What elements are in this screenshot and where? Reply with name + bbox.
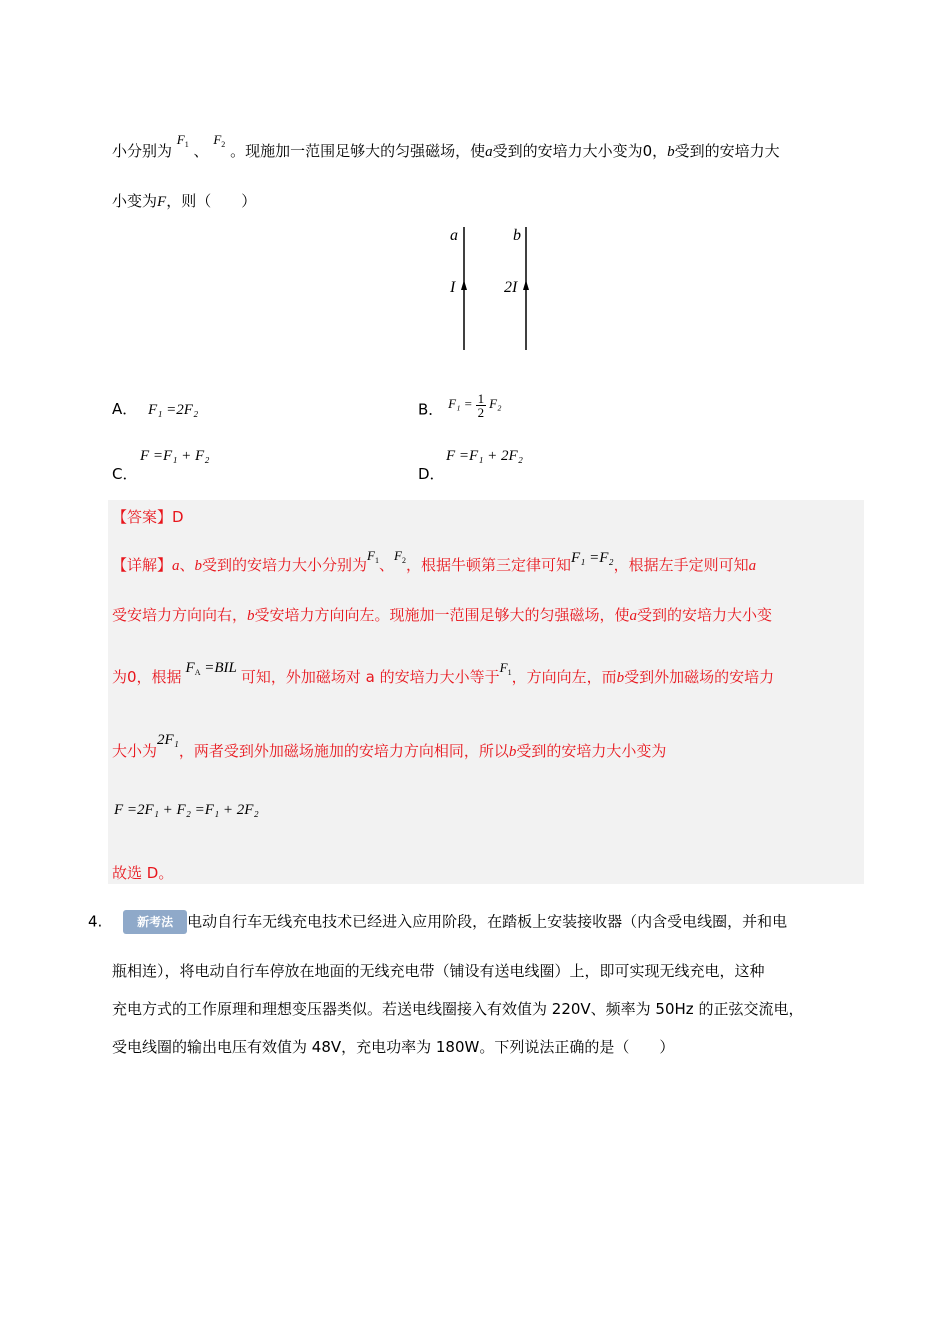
question3-line2 (112, 190, 256, 211)
question3-line1 (112, 132, 780, 161)
answer-value: D (172, 508, 184, 526)
f1-symbol: $F_1$ (176, 132, 189, 149)
detail-line2: 受安培力方向向右，b受安培力方向向左。现施加一范围足够大的匀强磁场，使a受到的安培力大小变 (112, 606, 773, 624)
current-b: 2I (504, 279, 518, 296)
var-F: F (157, 194, 167, 210)
arrow-b (523, 280, 529, 290)
label-a: a (450, 227, 458, 244)
option-b[interactable] (418, 391, 502, 425)
option-a-label: A． (112, 400, 138, 418)
option-d-expr: F =F₁ + 2F₂ (446, 448, 523, 464)
option-b-expr: F₁ = $\frac{1}{2}$ F₂ (448, 391, 502, 420)
arrow-a (461, 280, 467, 290)
detail-line5 (114, 800, 259, 819)
question4-line2: 瓶相连），将电动自行车停放在地面的无线充电带（铺设有送电线圈）上，即可实现无线充电，这种 (112, 962, 765, 980)
text: 。现施加一范围足够大的匀强磁场，使 (230, 142, 486, 160)
text: 小分别为 (112, 142, 173, 160)
question4-line3: 充电方式的工作原理和理想变压器类似。若送电线圈接入有效值为 220V、频率为 50Hz 的正弦交流电， (112, 1000, 804, 1018)
text: ，则（ ） (166, 192, 257, 210)
detail-eq-fa: $F_A =BIL$ (185, 660, 237, 677)
text: 电动自行车无线充电技术已经进入应用阶段，在踏板上安装接收器（内含受电线圈，并和电 (187, 912, 788, 931)
wire-diagram (440, 222, 550, 357)
text: 小变为 (112, 192, 158, 210)
text: 、 (193, 142, 209, 160)
option-c-expr: F =F₁ + F₂ (140, 448, 210, 464)
option-d-label: D． (418, 465, 445, 483)
var-b: b (667, 144, 675, 160)
option-a[interactable] (112, 398, 198, 419)
detail-eq-2f1: 2F₁ (157, 732, 179, 748)
option-b-label: B． (418, 400, 444, 419)
question-number: 4. (88, 912, 103, 931)
option-a-expr: F₁ =2F₂ (148, 402, 199, 418)
label-b: b (513, 227, 521, 244)
detail-eq1: F₁ =F₂ (570, 550, 614, 566)
new-method-badge: 新考法 (123, 910, 187, 934)
option-d[interactable] (418, 446, 523, 486)
option-c-label: C． (112, 465, 138, 483)
answer-line (112, 506, 184, 527)
detail-line3: 为0，根据 $F_A =BIL$ 可知，外加磁场对 a 的安培力大小等于$F_1$，方向向左，而b受到外加磁场的安培力 (112, 660, 775, 686)
question4-line4: 受电线圈的输出电压有效值为 48V，充电功率为 180W。下列说法正确的是（ ） (112, 1038, 675, 1056)
current-a: I (450, 279, 456, 296)
detail-line4: 大小为2F₁，两者受到外加磁场施加的安培力方向相同，所以b受到的安培力大小变为 (112, 732, 667, 760)
detail-eq-final: F =2F₁ + F₂ =F₁ + 2F₂ (114, 802, 259, 818)
text: 受到的安培力大小变为0， (492, 142, 668, 160)
detail-line1: 【详解】a、b受到的安培力大小分别为$F_1$、$F_2$，根据牛顿第三定律可知F₁ =F₂，根据左手定则可知a (112, 548, 757, 574)
text: 受到的安培力大 (674, 142, 780, 160)
f2-symbol: $F_2$ (213, 132, 226, 149)
var-a: a (485, 144, 493, 160)
option-c[interactable] (112, 446, 209, 486)
answer-tag: 【答案】 (112, 508, 173, 526)
detail-line6: 故选 D。 (112, 864, 174, 882)
detail-tag: 【详解】 (112, 556, 173, 574)
question4-line1 (88, 910, 787, 934)
